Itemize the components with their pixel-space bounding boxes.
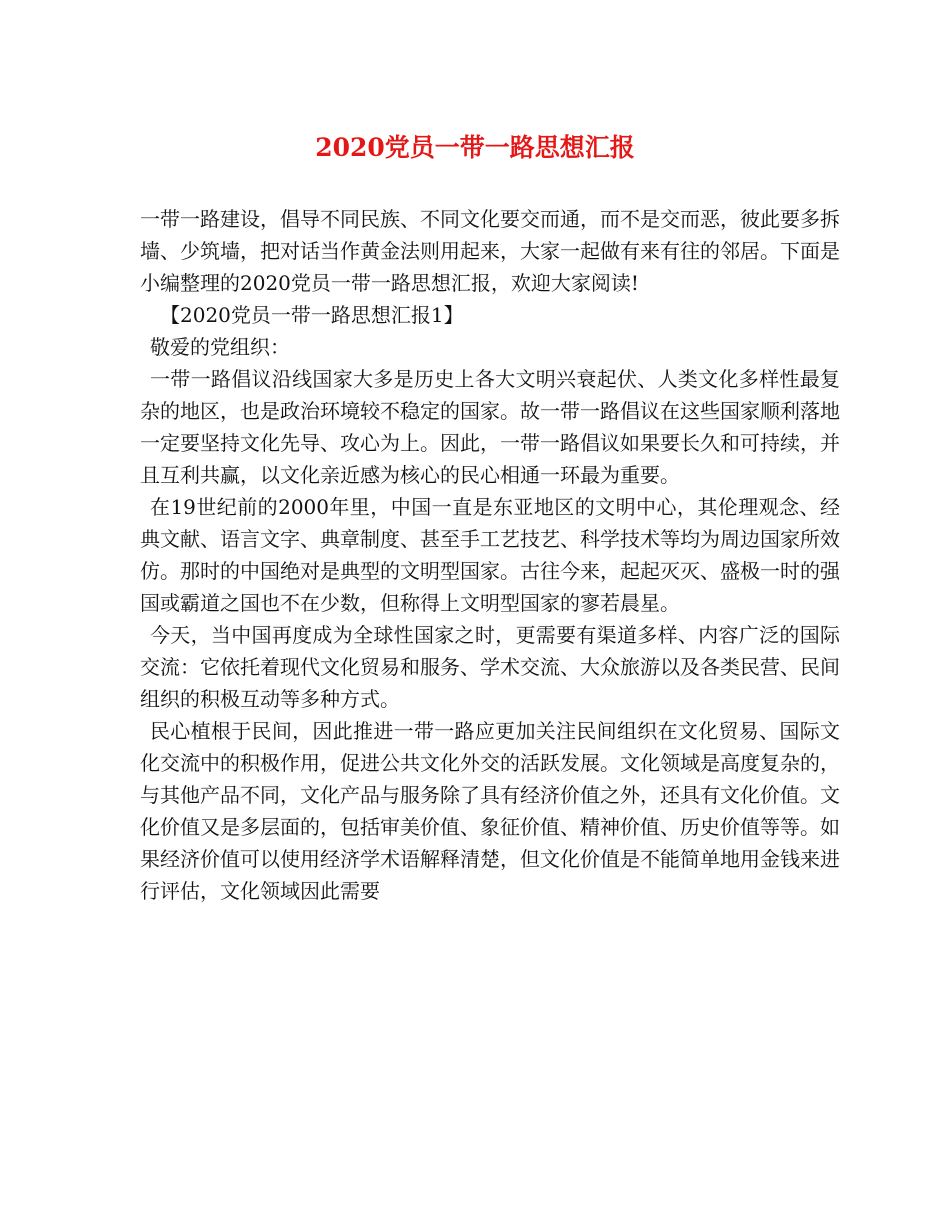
body-paragraph-4: 民心植根于民间，因此推进一带一路应更加关注民间组织在文化贸易、国际文化交流中的积极作用，促进公共文化外交的活跃发展。文化领域是高度复杂的，与其他产品不同，文化产品与服务除了具有经济价值之外，还具有文化价值。文化价值又是多层面的，包括审美价值、象征价值、精神价值、历史价值等等。如果经济价值可以使用经济学术语解释清楚，但文化价值是不能简单地用金钱来进行评估，文化领域因此需要 bbox=[140, 719, 840, 903]
document-title: 2020党员一带一路思想汇报 bbox=[315, 133, 635, 162]
body-paragraph-1: 一带一路倡议沿线国家大多是历史上各大文明兴衰起伏、人类文化多样性最复杂的地区，也是政治环境较不稳定的国家。故一带一路倡议在这些国家顺利落地一定要坚持文化先导、攻心为上。因此，一带一路倡议如果要长久和可持续，并且互利共赢，以文化亲近感为核心的民心相通一环最为重要。 bbox=[140, 367, 840, 487]
body-paragraph-3: 今天，当中国再度成为全球性国家之时，更需要有渠道多样、内容广泛的国际交流：它依托着现代文化贸易和服务、学术交流、大众旅游以及各类民营、民间组织的积极互动等多种方式。 bbox=[140, 623, 840, 711]
salutation: 敬爱的党组织： bbox=[150, 335, 290, 359]
body-paragraph-2: 在19世纪前的2000年里，中国一直是东亚地区的文明中心，其伦理观念、经典文献、语言文字、典章制度、甚至手工艺技艺、科学技术等均为周边国家所效仿。那时的中国绝对是典型的文明型国家。古往今来，起起灭灭、盛极一时的强国或霸道之国也不在少数，但称得上文明型国家的寥若晨星。 bbox=[140, 495, 840, 615]
intro-paragraph: 一带一路建设，倡导不同民族、不同文化要交而通，而不是交而恶，彼此要多拆墙、少筑墙，把对话当作黄金法则用起来，大家一起做有来有往的邻居。下面是小编整理的2020党员一带一路思想汇报，欢迎大家阅读! bbox=[140, 207, 840, 295]
document-body bbox=[140, 203, 840, 907]
section-heading: 【2020党员一带一路思想汇报1】 bbox=[160, 303, 464, 327]
